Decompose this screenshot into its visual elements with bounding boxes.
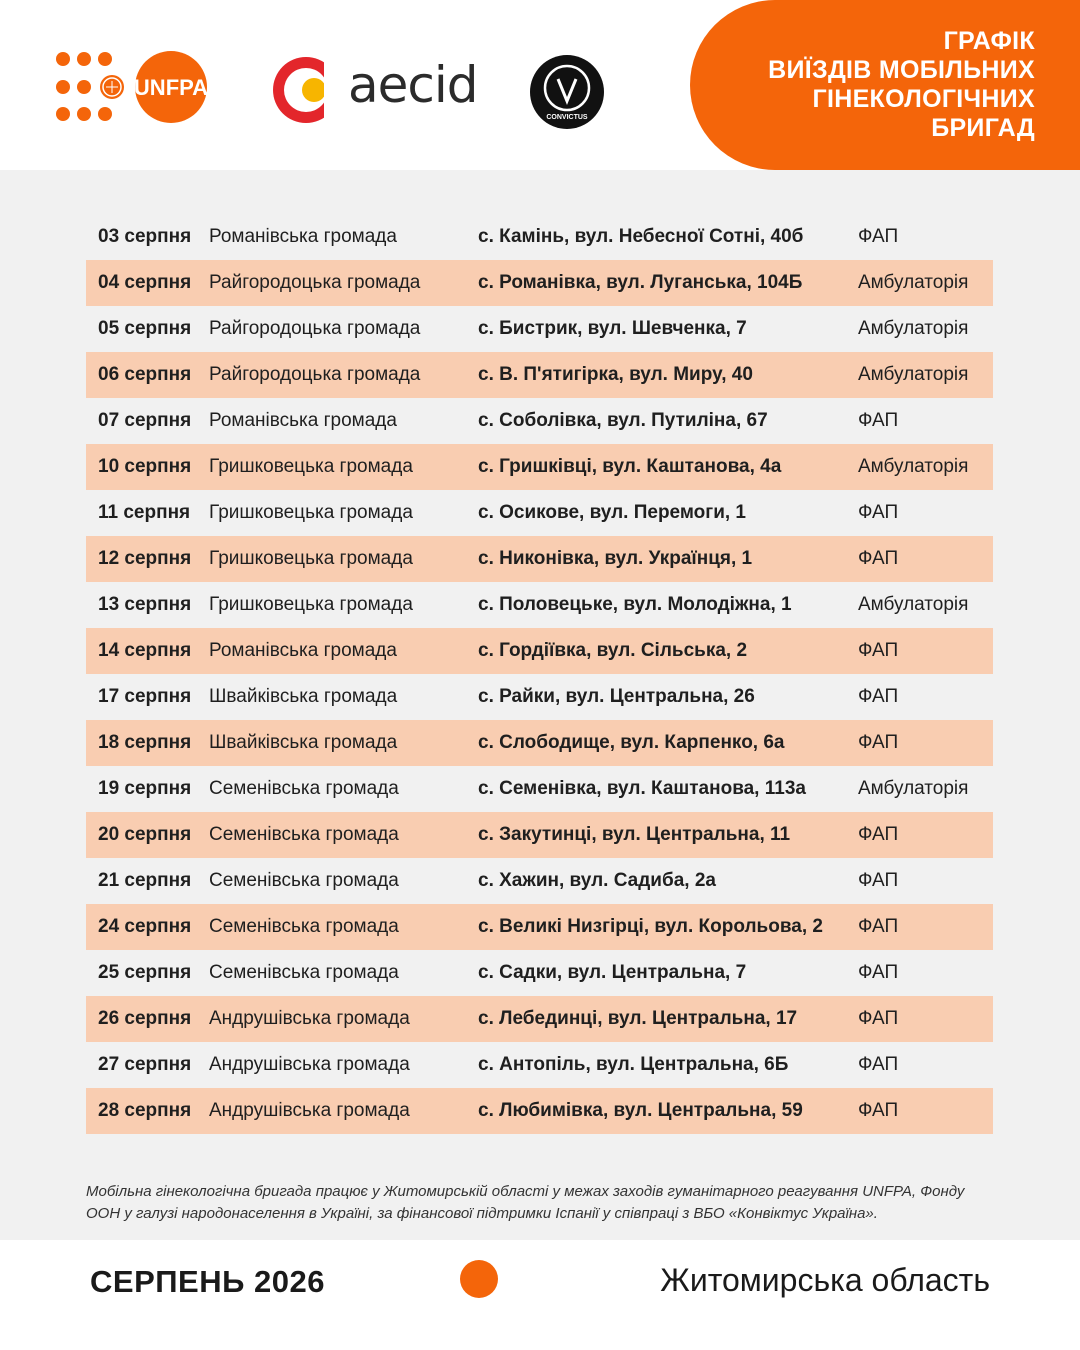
table-row bbox=[86, 1088, 993, 1134]
table-row bbox=[86, 490, 993, 536]
date-cell: 07 серпня bbox=[98, 410, 192, 431]
table-row bbox=[86, 260, 993, 306]
community-cell: Семенівська громада bbox=[209, 916, 399, 937]
region-label: Житомирська область bbox=[660, 1262, 990, 1298]
date-cell: 05 серпня bbox=[98, 318, 192, 339]
table-row bbox=[86, 674, 993, 720]
community-cell: Романівська громада bbox=[209, 226, 397, 247]
table-row bbox=[86, 536, 993, 582]
month-label: СЕРПЕНЬ 2026 bbox=[90, 1264, 325, 1299]
community-cell: Гришковецька громада bbox=[209, 548, 413, 569]
title-line: ВИЇЗДІВ МОБІЛЬНИХ bbox=[768, 56, 1035, 84]
facility-cell: Амбулаторія bbox=[858, 272, 969, 293]
facility-cell: ФАП bbox=[858, 732, 899, 753]
table-row bbox=[86, 812, 993, 858]
date-cell: 24 серпня bbox=[98, 916, 192, 937]
address-cell: с. Семенівка, вул. Каштанова, 113а bbox=[478, 778, 806, 799]
community-cell: Гришковецька громада bbox=[209, 502, 413, 523]
footnote-line: Мобільна гінекологічна бригада працює у Житомирській області у межах заходів гуманітарного реагування UNFPA, Фонду bbox=[86, 1183, 965, 1200]
address-cell: с. Закутинці, вул. Центральна, 11 bbox=[478, 824, 791, 845]
schedule-title-banner bbox=[690, 0, 1080, 170]
community-cell: Семенівська громада bbox=[209, 870, 399, 891]
footnote bbox=[86, 1181, 1006, 1225]
date-cell: 10 серпня bbox=[98, 456, 192, 477]
address-cell: с. Садки, вул. Центральна, 7 bbox=[478, 962, 747, 983]
date-cell: 06 серпня bbox=[98, 364, 192, 385]
date-cell: 21 серпня bbox=[98, 870, 192, 891]
community-cell: Райгородоцька громада bbox=[209, 272, 421, 293]
date-cell: 25 серпня bbox=[98, 962, 192, 983]
facility-cell: ФАП bbox=[858, 1008, 899, 1029]
table-row bbox=[86, 720, 993, 766]
address-cell: с. Слободище, вул. Карпенко, 6а bbox=[478, 732, 785, 753]
table-row bbox=[86, 904, 993, 950]
table-row bbox=[86, 858, 993, 904]
community-cell: Швайківська громада bbox=[209, 686, 398, 707]
table-row bbox=[86, 306, 993, 352]
date-cell: 26 серпня bbox=[98, 1008, 192, 1029]
community-cell: Райгородоцька громада bbox=[209, 364, 421, 385]
community-cell: Андрушівська громада bbox=[209, 1100, 410, 1121]
community-cell: Андрушівська громада bbox=[209, 1054, 410, 1075]
date-cell: 04 серпня bbox=[98, 272, 192, 293]
table-row bbox=[86, 352, 993, 398]
address-cell: с. Никонівка, вул. Українця, 1 bbox=[478, 548, 753, 569]
date-cell: 28 серпня bbox=[98, 1100, 192, 1121]
title-line: ГРАФІК bbox=[943, 27, 1035, 55]
title-line: ГІНЕКОЛОГІЧНИХ bbox=[812, 85, 1035, 113]
facility-cell: ФАП bbox=[858, 548, 899, 569]
address-cell: с. Гордіївка, вул. Сільська, 2 bbox=[478, 640, 748, 661]
address-cell: с. Райки, вул. Центральна, 26 bbox=[478, 686, 755, 707]
facility-cell: Амбулаторія bbox=[858, 594, 969, 615]
table-row bbox=[86, 628, 993, 674]
facility-cell: ФАП bbox=[858, 226, 899, 247]
footer bbox=[0, 1240, 1080, 1350]
address-cell: с. Лебединці, вул. Центральна, 17 bbox=[478, 1008, 798, 1029]
date-cell: 13 серпня bbox=[98, 594, 192, 615]
facility-cell: ФАП bbox=[858, 1100, 899, 1121]
svg-text:CONVICTUS: CONVICTUS bbox=[546, 114, 588, 121]
orange-dot bbox=[460, 1260, 498, 1298]
facility-cell: ФАП bbox=[858, 870, 899, 891]
table-row bbox=[86, 444, 993, 490]
title-line: БРИГАД bbox=[931, 114, 1035, 142]
date-cell: 19 серпня bbox=[98, 778, 192, 799]
facility-cell: Амбулаторія bbox=[858, 778, 969, 799]
date-cell: 12 серпня bbox=[98, 548, 192, 569]
date-cell: 17 серпня bbox=[98, 686, 192, 707]
address-cell: с. Великі Низгірці, вул. Корольова, 2 bbox=[478, 916, 823, 937]
community-cell: Романівська громада bbox=[209, 640, 397, 661]
schedule-table bbox=[86, 214, 993, 1134]
date-cell: 27 серпня bbox=[98, 1054, 192, 1075]
community-cell: Романівська громада bbox=[209, 410, 397, 431]
facility-cell: ФАП bbox=[858, 1054, 899, 1075]
community-cell: Гришковецька громада bbox=[209, 456, 413, 477]
address-cell: с. Антопіль, вул. Центральна, 6Б bbox=[478, 1054, 789, 1075]
date-cell: 03 серпня bbox=[98, 226, 192, 247]
header bbox=[0, 0, 1080, 170]
facility-cell: ФАП bbox=[858, 410, 899, 431]
date-cell: 20 серпня bbox=[98, 824, 192, 845]
address-cell: с. Бистрик, вул. Шевченка, 7 bbox=[478, 318, 747, 339]
community-cell: Райгородоцька громада bbox=[209, 318, 421, 339]
date-cell: 14 серпня bbox=[98, 640, 192, 661]
table-row bbox=[86, 950, 993, 996]
address-cell: с. Половецьке, вул. Молодіжна, 1 bbox=[478, 594, 792, 615]
address-cell: с. Любимівка, вул. Центральна, 59 bbox=[478, 1100, 803, 1121]
address-cell: с. Романівка, вул. Луганська, 104Б bbox=[478, 272, 803, 293]
date-cell: 11 серпня bbox=[98, 502, 191, 523]
address-cell: с. Хажин, вул. Садиба, 2а bbox=[478, 870, 716, 891]
table-row bbox=[86, 766, 993, 812]
facility-cell: ФАП bbox=[858, 502, 899, 523]
community-cell: Семенівська громада bbox=[209, 778, 399, 799]
community-cell: Семенівська громада bbox=[209, 962, 399, 983]
footnote-line: ООН у галузі народонаселення в Україні, за фінансової підтримки Іспанії у співпраці з ВБО «Конвіктус Україна». bbox=[86, 1205, 878, 1222]
facility-cell: ФАП bbox=[858, 916, 899, 937]
table-row bbox=[86, 214, 993, 260]
address-cell: с. Гришківці, вул. Каштанова, 4а bbox=[478, 456, 782, 477]
table-row bbox=[86, 398, 993, 444]
svg-text:UNFPA: UNFPA bbox=[133, 75, 209, 100]
address-cell: с. Камінь, вул. Небесної Сотні, 40б bbox=[478, 226, 804, 247]
facility-cell: ФАП bbox=[858, 824, 899, 845]
community-cell: Гришковецька громада bbox=[209, 594, 413, 615]
facility-cell: Амбулаторія bbox=[858, 456, 969, 477]
community-cell: Семенівська громада bbox=[209, 824, 399, 845]
table-row bbox=[86, 582, 993, 628]
address-cell: с. Осикове, вул. Перемоги, 1 bbox=[478, 502, 746, 523]
aecid-logo: aecid bbox=[272, 50, 472, 130]
facility-cell: ФАП bbox=[858, 640, 899, 661]
date-cell: 18 серпня bbox=[98, 732, 192, 753]
table-row bbox=[86, 1042, 993, 1088]
address-cell: с. Соболівка, вул. Путиліна, 67 bbox=[478, 410, 768, 431]
facility-cell: ФАП bbox=[858, 686, 899, 707]
unfpa-logo bbox=[54, 50, 214, 125]
facility-cell: Амбулаторія bbox=[858, 318, 969, 339]
facility-cell: Амбулаторія bbox=[858, 364, 969, 385]
convictus-logo bbox=[528, 53, 606, 131]
address-cell: с. В. П'ятигірка, вул. Миру, 40 bbox=[478, 364, 753, 385]
facility-cell: ФАП bbox=[858, 962, 899, 983]
community-cell: Андрушівська громада bbox=[209, 1008, 410, 1029]
community-cell: Швайківська громада bbox=[209, 732, 398, 753]
table-row bbox=[86, 996, 993, 1042]
